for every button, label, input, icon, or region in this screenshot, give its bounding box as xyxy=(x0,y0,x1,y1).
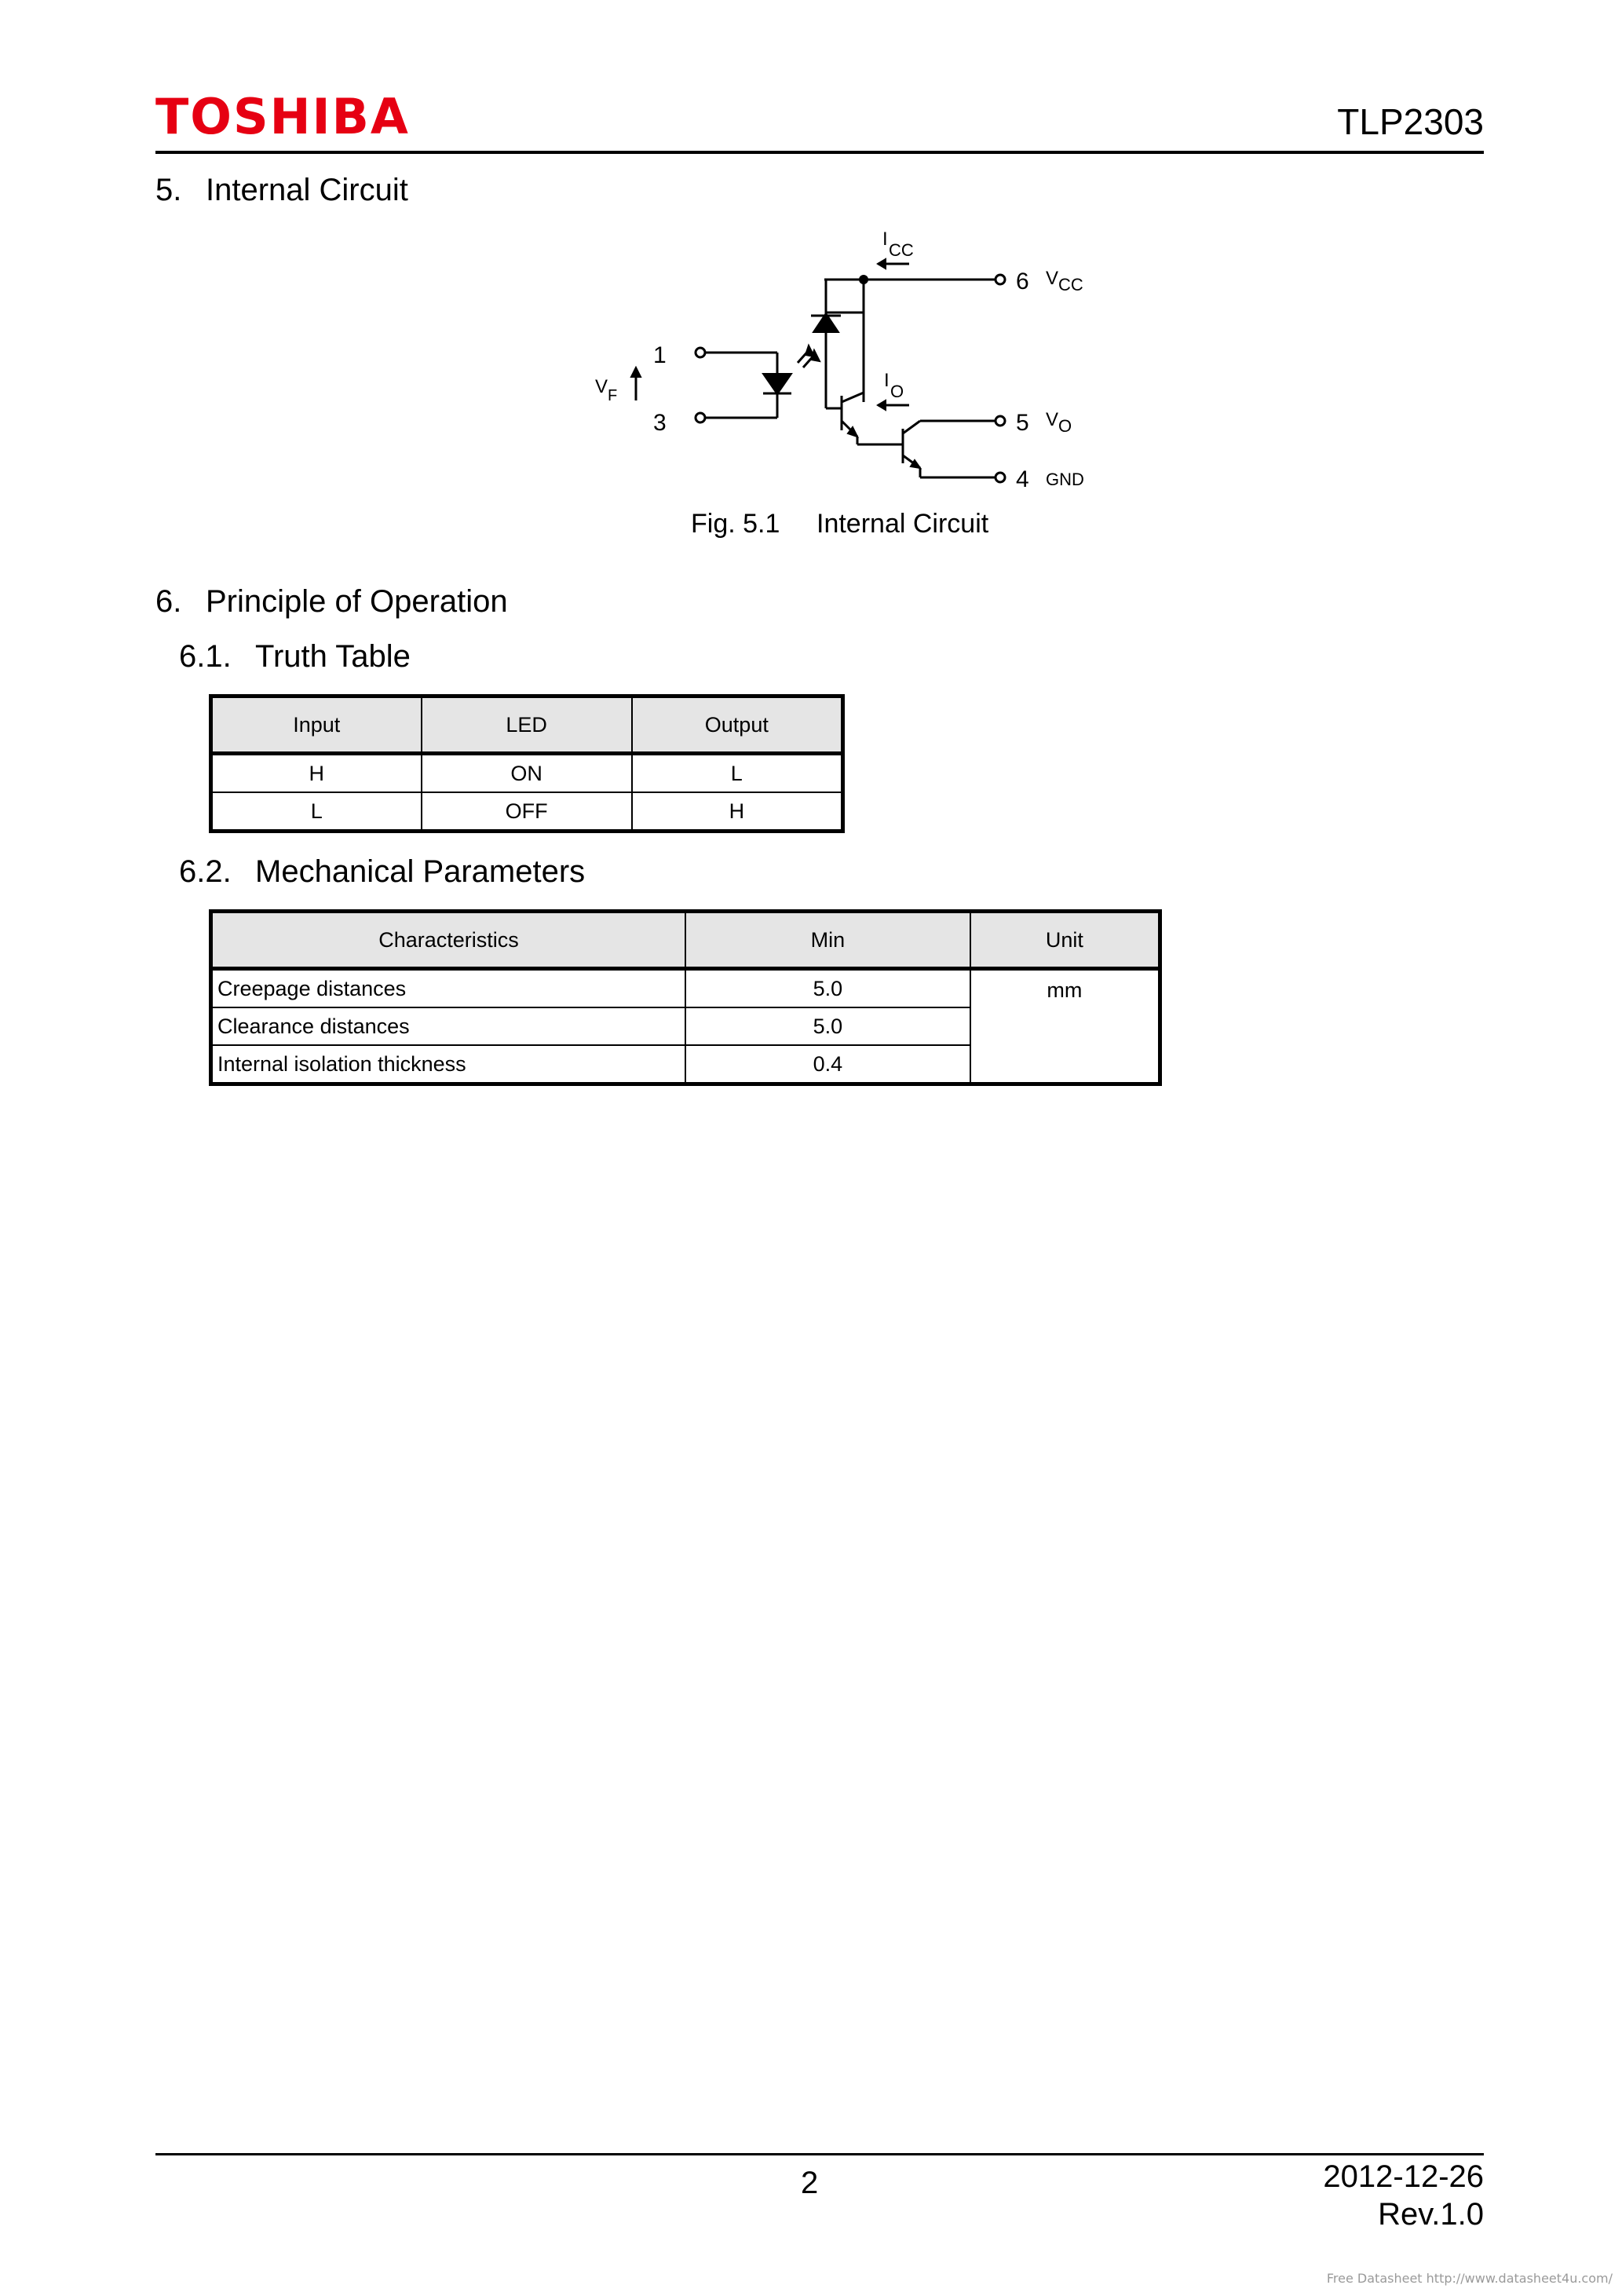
pin6-terminal xyxy=(995,275,1005,284)
footer-rule xyxy=(155,2153,1484,2155)
section-6-heading xyxy=(155,586,508,617)
table-cell: ON xyxy=(422,754,632,793)
part-number: TLP2303 xyxy=(1337,101,1484,142)
truth-table-heading xyxy=(179,641,411,672)
section-6-title: Principle of Operation xyxy=(206,584,508,619)
table-cell: 5.0 xyxy=(685,1007,970,1045)
header-rule xyxy=(155,151,1484,154)
section-5-number: 5. xyxy=(155,173,182,207)
document-date: 2012-12-26 xyxy=(1323,2159,1484,2194)
watermark-text: Free Datasheet http://www.datasheet4u.com/ xyxy=(1326,2271,1613,2286)
icc-label: I xyxy=(882,229,888,250)
pin3-terminal xyxy=(696,413,705,422)
table-cell: H xyxy=(632,792,843,832)
figure-number: Fig. 5.1 xyxy=(691,509,780,539)
table-row xyxy=(211,754,843,793)
pin5-terminal xyxy=(995,416,1005,426)
icc-subscript: CC xyxy=(889,240,914,260)
table-cell: L xyxy=(632,754,843,793)
page-number: 2 xyxy=(801,2166,819,2200)
truth-table-header-row xyxy=(211,696,843,754)
truth-table xyxy=(209,694,845,833)
table-cell: H xyxy=(211,754,422,793)
vo-label: V xyxy=(1046,409,1059,430)
mechanical-title: Mechanical Parameters xyxy=(255,854,586,889)
table-cell: Clearance distances xyxy=(211,1007,686,1045)
figure-title: Internal Circuit xyxy=(816,509,989,539)
section-5-title: Internal Circuit xyxy=(206,173,408,207)
table-cell: Internal isolation thickness xyxy=(211,1045,686,1084)
truth-table-title: Truth Table xyxy=(255,639,411,674)
vcc-label: V xyxy=(1046,268,1059,289)
vcc-subscript: CC xyxy=(1058,275,1083,294)
mechanical-heading xyxy=(179,856,585,887)
figure-caption xyxy=(691,510,988,537)
vo-subscript: O xyxy=(1058,416,1072,436)
table-cell: Creepage distances xyxy=(211,969,686,1008)
mechanical-header: Unit xyxy=(970,912,1160,969)
unit-cell: mm xyxy=(970,969,1160,1084)
document-revision: Rev.1.0 xyxy=(1378,2197,1484,2232)
io-subscript: O xyxy=(890,382,904,401)
footer-date-block xyxy=(1323,2158,1484,2233)
mechanical-header: Min xyxy=(685,912,970,969)
table-cell: L xyxy=(211,792,422,832)
table-row xyxy=(211,792,843,832)
section-5-heading xyxy=(155,174,408,206)
truth-table-number: 6.1. xyxy=(179,639,232,674)
toshiba-logo: TOSHIBA xyxy=(155,88,410,145)
table-row xyxy=(211,969,1160,1008)
pin1-terminal xyxy=(696,348,705,357)
truth-table-header: Input xyxy=(211,696,422,754)
pin1-label: 1 xyxy=(653,342,667,368)
table-cell: 0.4 xyxy=(685,1045,970,1084)
mechanical-number: 6.2. xyxy=(179,854,232,889)
internal-circuit-diagram xyxy=(581,228,1115,503)
vf-subscript: F xyxy=(608,387,618,404)
pin5-label: 5 xyxy=(1016,410,1029,436)
mechanical-header-row xyxy=(211,912,1160,969)
truth-table-header: LED xyxy=(422,696,632,754)
gnd-label: GND xyxy=(1046,470,1084,489)
mechanical-header: Characteristics xyxy=(211,912,686,969)
io-label: I xyxy=(884,370,890,391)
pin3-label: 3 xyxy=(653,410,667,436)
truth-table-header: Output xyxy=(632,696,843,754)
table-cell: 5.0 xyxy=(685,969,970,1008)
mechanical-parameters-table xyxy=(209,909,1162,1086)
section-6-number: 6. xyxy=(155,584,182,619)
vf-label: V xyxy=(595,376,608,397)
pin6-label: 6 xyxy=(1016,269,1029,294)
led-symbol xyxy=(763,374,791,394)
pin4-terminal xyxy=(995,473,1005,482)
table-cell: OFF xyxy=(422,792,632,832)
pin4-label: 4 xyxy=(1016,466,1029,492)
